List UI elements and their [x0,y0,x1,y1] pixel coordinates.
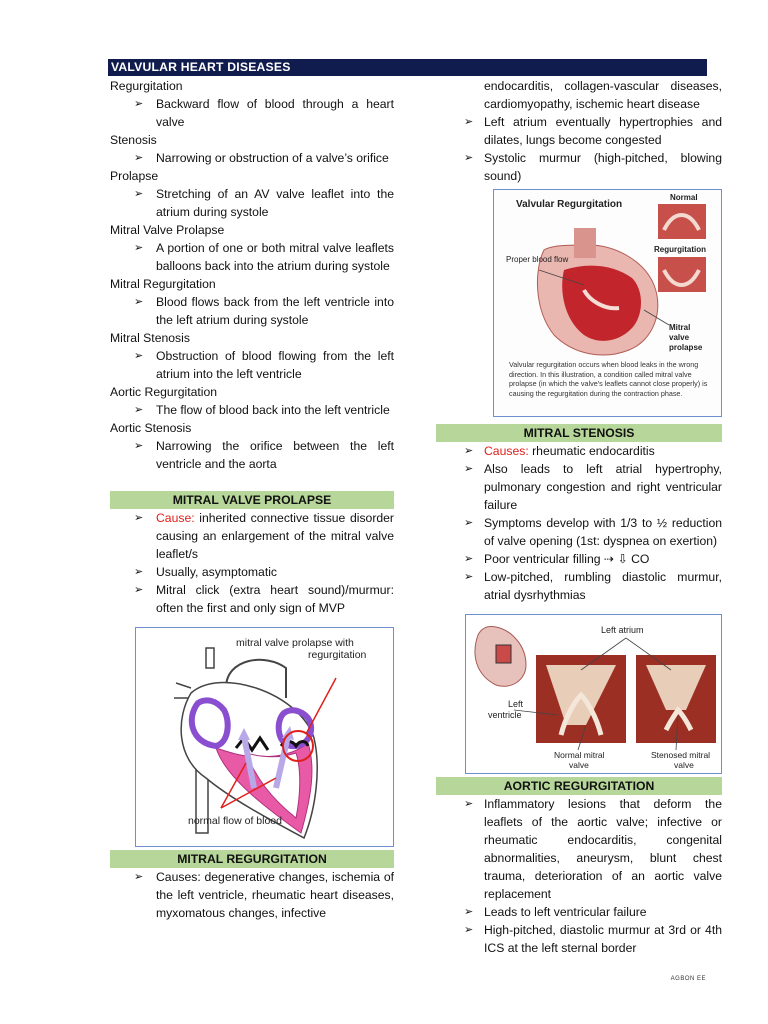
ms-fig-stenosed: Stenosed mitral [651,750,711,760]
def-prolapse: ➢ Stretching of an AV valve leaflet into the atrium during systole [110,185,394,221]
mr-causes: ➢ Causes: degenerative changes, ischemia of the left ventricle, rheumatic heart diseases, myxomatous changes, infective [110,868,394,922]
left-column [110,77,394,922]
heading-mitral-valve-prolapse: MITRAL VALVE PROLAPSE [110,491,394,509]
mvp-click: ➢ Mitral click (extra heart sound)/murmur: often the first and only sign of MVP [110,581,394,617]
vr-fig-normal: Normal [670,193,698,202]
mr-left-atrium: ➢ Left atrium eventually hypertrophies and dilates, lungs become congested [464,113,722,149]
term-mr: Mitral Regurgitation [110,277,216,291]
term-ms: Mitral Stenosis [110,331,190,345]
heart-diagram-icon [136,628,393,846]
ms-symptoms: ➢ Symptoms develop with 1/3 to ½ reduction of valve opening (1st: dyspnea on exertion) [464,514,722,550]
mvp-asymptomatic: ➢ Usually, asymptomatic [110,563,394,581]
page-footer: AGBON EE [670,976,706,982]
ar-failure: ➢ Leads to left ventricular failure [464,903,722,921]
ms-fig-normal-valve: valve [569,760,589,770]
vr-fig-caption: Valvular regurgitation occurs when blood leaks in the wrong direction. In this illustration, a condition called mitral valve prolapse (in which the valve's leaflets cannot close properly) is causing the regurgitation during the contraction phase. [509,360,708,398]
vr-fig-proper: Proper blood flow [506,255,569,264]
def-regurgitation: ➢ Backward flow of blood through a heart valve [110,95,394,131]
def-ar: ➢ The flow of blood back into the left ventricle [110,401,394,419]
mvp-heart-figure [135,627,394,847]
ms-murmur: ➢ Low-pitched, rumbling diastolic murmur, atrial dysrhythmias [464,568,722,604]
def-mr: ➢ Blood flows back from the left ventricle into the left atrium during systole [110,293,394,329]
term-as: Aortic Stenosis [110,421,192,435]
ar-murmur: ➢ High-pitched, diastolic murmur at 3rd or 4th ICS at the left sternal border [464,921,722,957]
ms-fig-left-atrium: Left atrium [601,625,644,635]
def-ms: ➢ Obstruction of blood flowing from the left atrium into the left ventricle [110,347,394,383]
ms-causes: ➢ Causes: rheumatic endocarditis [464,442,722,460]
vr-fig-title: Valvular Regurgitation [516,199,623,210]
mvp-fig-label-top: mitral valve prolapse with [236,637,354,649]
def-stenosis: ➢ Narrowing or obstruction of a valve’s orifice [110,149,394,167]
vr-fig-valve: valve [669,333,690,342]
ms-fig-left: Left [508,699,524,709]
heading-mitral-stenosis: MITRAL STENOSIS [436,424,722,442]
mr-systolic-murmur: ➢ Systolic murmur (high-pitched, blowing sound) [464,149,722,185]
right-column [464,77,722,957]
ms-hypertrophy: ➢ Also leads to left atrial hypertrophy, pulmonary congestion and right ventricular failure [464,460,722,514]
ar-lesions: ➢ Inflammatory lesions that deform the leaflets of the aortic valve; infective or rheumatic endocarditis, congenital abnormalities, aneurysm, blunt chest trauma, deterioration of an aortic valve replacement [464,795,722,903]
def-as: ➢ Narrowing the orifice between the left ventricle and the aorta [110,437,394,473]
page-title: VALVULAR HEART DISEASES [108,59,707,76]
term-prolapse: Prolapse [110,169,159,183]
vr-fig-prolapse: prolapse [669,343,703,352]
term-ar: Aortic Regurgitation [110,385,218,399]
mitral-valve-illustration-icon [466,615,721,773]
ms-fig-stenosed-valve: valve [674,760,694,770]
term-stenosis: Stenosis [110,133,157,147]
heading-aortic-regurgitation: AORTIC REGURGITATION [436,777,722,795]
term-regurgitation: Regurgitation [110,79,183,93]
mvp-fig-label-top2: regurgitation [308,649,367,661]
mitral-stenosis-figure [465,614,722,774]
vr-fig-regurg: Regurgitation [654,245,706,254]
vr-fig-mitral: Mitral [669,323,691,332]
ms-fig-ventricle: ventricle [488,710,522,720]
heading-mitral-regurgitation: MITRAL REGURGITATION [110,850,394,868]
term-mvp: Mitral Valve Prolapse [110,223,225,237]
def-mvp: ➢ A portion of one or both mitral valve leaflets balloons back into the atrium during systole [110,239,394,275]
valvular-regurgitation-figure [493,189,722,417]
mvp-cause: ➢ Cause: inherited connective tissue disorder causing an enlargement of the mitral valve leaflet/s [110,509,394,563]
ms-fig-normal: Normal mitral [554,750,605,760]
ms-filling: ➢ Poor ventricular filling ⇢ ⇩ CO [464,550,722,568]
mr-causes-cont: endocarditis, collagen-vascular diseases, cardiomyopathy, ischemic heart disease [484,79,722,111]
mvp-fig-label-bottom: normal flow of blood [188,815,282,827]
